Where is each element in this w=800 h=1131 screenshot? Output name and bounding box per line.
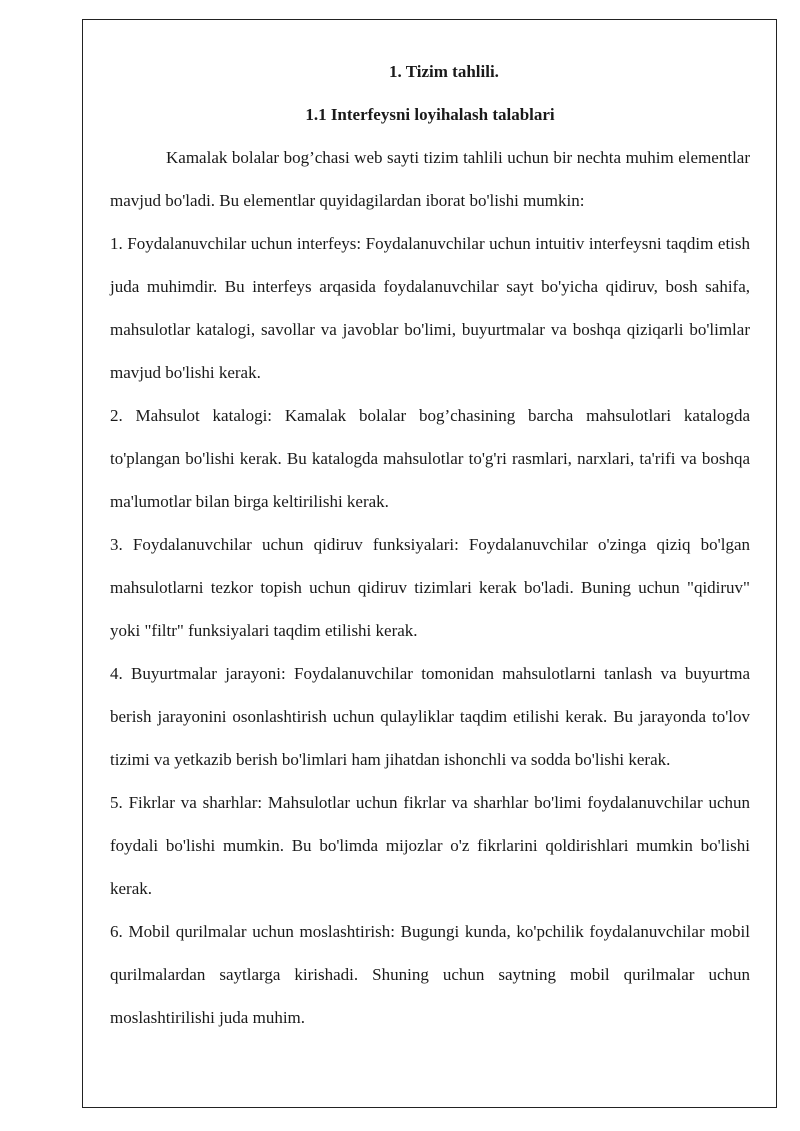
intro-paragraph: Kamalak bolalar bog’chasi web sayti tizim tahlili uchun bir nechta muhim elementlar mavjud bo'ladi. Bu elementlar quyidagilardan iborat bo'lishi mumkin: [110,148,750,210]
paragraph-search: 3. Foydalanuvchilar uchun qidiruv funksiyalari: Foydalanuvchilar o'zinga qiziq bo'lgan mahsulotlarni tezkor topish uchun qidiruv tizimlari kerak bo'ladi. Buning uchun "qidiruv" yoki "filtr" funksiyalari taqdim etilishi kerak. [110,535,750,640]
subsection-title: 1.1 Interfeysni loyihalash talablari [305,105,555,124]
document-body [110,50,750,1039]
paragraph-orders: 4. Buyurtmalar jarayoni: Foydalanuvchilar tomonidan mahsulotlarni tanlash va buyurtma berish jarayonini osonlashtirish uchun qulayliklar taqdim etilishi kerak. Bu jarayonda to'lov tizimi va yetkazib berish bo'limlari ham jihatdan ishonchli va sodda bo'lishi kerak. [110,664,750,769]
paragraph-catalog: 2. Mahsulot katalogi: Kamalak bolalar bog’chasining barcha mahsulotlari katalogda to'plangan bo'lishi kerak. Bu katalogda mahsulotlar to'g'ri rasmlari, narxlari, ta'rifi va boshqa ma'lumotlar bilan birga keltirilishi kerak. [110,406,750,511]
paragraph-reviews: 5. Fikrlar va sharhlar: Mahsulotlar uchun fikrlar va sharhlar bo'limi foydalanuvchilar uchun foydali bo'lishi mumkin. Bu bo'limda mijozlar o'z fikrlarini qoldirishlari mumkin bo'lishi kerak. [110,793,750,898]
section-title: 1. Tizim tahlili. [389,62,499,81]
paragraph-interface: 1. Foydalanuvchilar uchun interfeys: Foydalanuvchilar uchun intuitiv interfeysni taqdim etish juda muhimdir. Bu interfeys arqasida foydalanuvchilar sayt bo'yicha qidiruv, bosh sahifa, mahsulotlar katalogi, savollar va javoblar bo'limi, buyurtmalar va boshqa qiziqarli bo'limlar mavjud bo'lishi kerak. [110,234,750,382]
paragraph-mobile: 6. Mobil qurilmalar uchun moslashtirish: Bugungi kunda, ko'pchilik foydalanuvchilar mobil qurilmalardan saytlarga kirishadi. Shuning uchun saytning mobil qurilmalar uchun moslashtirilishi juda muhim. [110,922,750,1027]
